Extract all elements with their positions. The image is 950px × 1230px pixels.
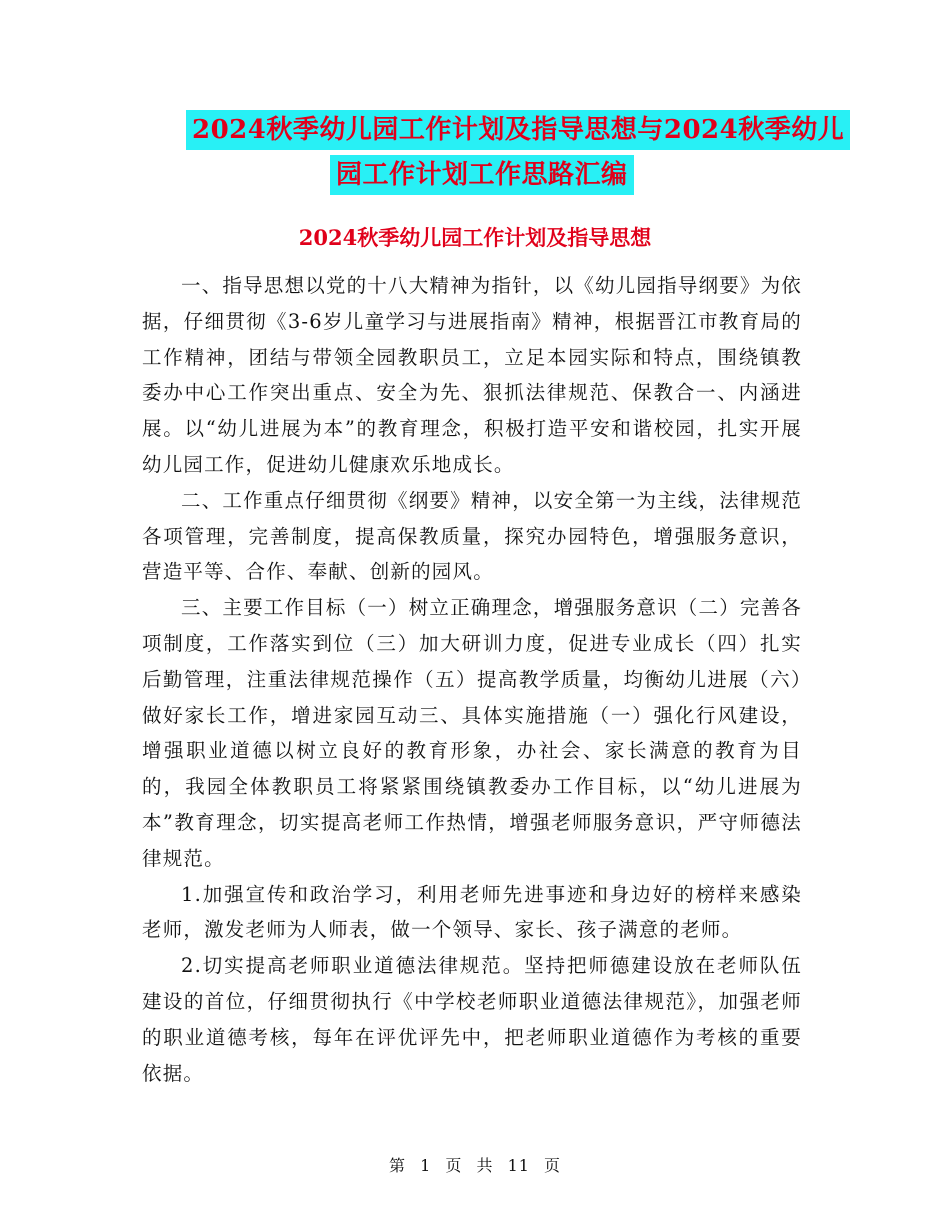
paragraph: 一、指导思想以党的十八大精神为指针，以《幼儿园指导纲要》为依据，仔细贯彻《3-6岁儿童学习与进展指南》精神，根据晋江市教育局的工作精神，团结与带领全园教职员工，立足本园实际和特点，围绕镇教委办中心工作突出重点、安全为先、狠抓法律规范、保教合一、内涵进展。以“幼儿进展为本”的教育理念，积极打造平安和谐校园，扎实开展幼儿园工作，促进幼儿健康欢乐地成长。: [142, 274, 803, 476]
total-pages-number: 11: [507, 1156, 530, 1175]
footer-label-pages: 页: [544, 1156, 562, 1175]
footer-label-total: 共: [476, 1156, 494, 1175]
current-page-number: 1: [420, 1156, 432, 1175]
title-line-1: 2024秋季幼儿园工作计划及指导思想与2024秋季幼儿: [186, 110, 850, 150]
document-body: [142, 268, 802, 1091]
paragraph: 二、工作重点仔细贯彻《纲要》精神，以安全第一为主线，法律规范各项管理，完善制度，提高保教质量，探究办园特色，增强服务意识，营造平等、合作、奉献、创新的园风。: [142, 488, 803, 584]
paragraph: 三、主要工作目标（一）树立正确理念，增强服务意识（二）完善各项制度，工作落实到位（三）加大研训力度，促进专业成长（四）扎实后勤管理，注重法律规范操作（五）提高教学质量，均衡幼儿进展（六）做好家长工作，增进家园互动三、具体实施措施（一）强化行风建设，增强职业道德以树立良好的教育形象，办社会、家长满意的教育为目的，我园全体教职员工将紧紧围绕镇教委办工作目标，以“幼儿进展为本”教育理念，切实提高老师工作热情，增强老师服务意识，严守师德法律规范。: [142, 596, 803, 870]
paragraph: 1.加强宣传和政治学习，利用老师先进事迹和身边好的榜样来感染老师，激发老师为人师表，做一个领导、家长、孩子满意的老师。: [142, 882, 802, 942]
section-title: 2024秋季幼儿园工作计划及指导思想: [298, 225, 652, 250]
footer-label-of: 页: [445, 1156, 463, 1175]
footer-label-page: 第: [388, 1156, 406, 1175]
page-footer: [0, 1153, 950, 1176]
title-line-2: 园工作计划工作思路汇编: [330, 155, 634, 195]
paragraph: 2.切实提高老师职业道德法律规范。坚持把师德建设放在老师队伍建设的首位，仔细贯彻执行《中学校老师职业道德法律规范》，加强老师的职业道德考核，每年在评优评先中，把老师职业道德作为考核的重要依据。: [142, 954, 802, 1085]
